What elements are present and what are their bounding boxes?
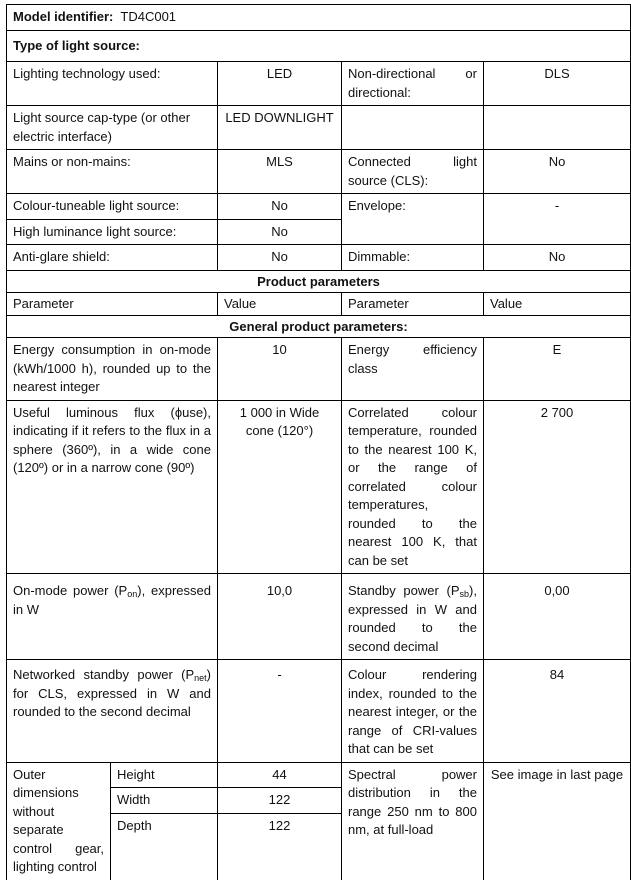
light-source-value: LED DOWNLIGHT bbox=[218, 106, 342, 150]
parameter-row bbox=[7, 338, 631, 401]
dimension-height-label: Height bbox=[111, 763, 217, 789]
dimensions-row bbox=[7, 762, 631, 880]
model-identifier-cell bbox=[7, 5, 631, 31]
label-subscript: on bbox=[127, 589, 138, 599]
light-source-value: No bbox=[218, 245, 342, 271]
parameter-value: 1 000 in Wide cone (120°) bbox=[218, 400, 342, 574]
model-identifier-label: Model identifier: bbox=[13, 9, 114, 24]
general-heading-row bbox=[7, 315, 631, 338]
light-source-row bbox=[7, 62, 631, 106]
light-source-label: Mains or non-mains: bbox=[7, 150, 218, 194]
light-source-value: No bbox=[218, 194, 342, 220]
light-source-label: Lighting technology used: bbox=[7, 62, 218, 106]
dimension-height-value: 44 bbox=[218, 763, 341, 789]
label-text: ) for CLS, expressed in W and rounded to the second decimal bbox=[13, 667, 211, 719]
column-header-row bbox=[7, 293, 631, 316]
general-product-parameters-heading: General product parameters: bbox=[7, 315, 631, 338]
model-row bbox=[7, 5, 631, 31]
label-text: On-mode power (P bbox=[13, 583, 128, 598]
light-source-row bbox=[7, 106, 631, 150]
light-source-label: Dimmable: bbox=[342, 245, 484, 271]
dimension-width-value: 122 bbox=[218, 788, 341, 814]
light-source-value: No bbox=[484, 150, 631, 194]
parameter-row bbox=[7, 400, 631, 574]
light-source-value: No bbox=[484, 245, 631, 271]
light-source-label bbox=[342, 106, 484, 150]
type-heading-row bbox=[7, 30, 631, 62]
label-subscript: net bbox=[194, 673, 207, 683]
parameter-label: Correlated colour temperature, rounded to the nearest 100 K, or the range of correlated colour temperatures, rounded to the nearest 100 K, that can be set bbox=[342, 400, 484, 574]
label-text: Networked standby power (P bbox=[13, 667, 195, 682]
light-source-label: Light source cap-type (or other electric interface) bbox=[7, 106, 218, 150]
light-source-value bbox=[484, 106, 631, 150]
parameter-label: Colour rendering index, rounded to the nearest integer, or the range of CRI-values that can be set bbox=[342, 660, 484, 763]
type-of-light-source-heading: Type of light source: bbox=[7, 30, 631, 62]
parameter-value: 2 700 bbox=[484, 400, 631, 574]
parameter-label bbox=[7, 574, 218, 660]
parameter-label bbox=[7, 660, 218, 763]
column-header-value: Value bbox=[218, 293, 342, 316]
parameter-value: 0,00 bbox=[484, 574, 631, 660]
parameter-value: - bbox=[218, 660, 342, 763]
label-text: Standby power (P bbox=[348, 583, 460, 598]
dimension-depth-value: 122 bbox=[268, 817, 291, 833]
light-source-row bbox=[7, 245, 631, 271]
light-source-row bbox=[7, 194, 631, 220]
spectral-power-label: Spectral power distribution in the range 250 nm to 800 nm, at full-load bbox=[342, 762, 484, 880]
light-source-label: High luminance light source: bbox=[7, 219, 218, 245]
light-source-label: Anti-glare shield: bbox=[7, 245, 218, 271]
product-parameters-heading: Product parameters bbox=[7, 270, 631, 293]
outer-dimensions-label: Outer dimensions without separate control gear, lighting control bbox=[7, 762, 111, 880]
parameter-label bbox=[342, 574, 484, 660]
light-source-value: - bbox=[484, 194, 631, 245]
parameter-value: 84 bbox=[484, 660, 631, 763]
light-source-value: DLS bbox=[484, 62, 631, 106]
parameter-value: 10,0 bbox=[218, 574, 342, 660]
parameter-value: 10 bbox=[218, 338, 342, 401]
parameter-label: Energy efficiency class bbox=[342, 338, 484, 401]
light-source-label: Non-directional or directional: bbox=[342, 62, 484, 106]
dimension-values bbox=[218, 762, 342, 880]
dimension-width-label: Width bbox=[111, 788, 217, 814]
dimension-depth-label: Depth bbox=[117, 817, 152, 833]
label-text: ), expressed in W and rounded to the second decimal bbox=[348, 583, 477, 654]
light-source-row bbox=[7, 150, 631, 194]
label-text: ), expressed in W bbox=[13, 583, 211, 617]
light-source-value: LED bbox=[218, 62, 342, 106]
parameter-label: Useful luminous flux (ϕuse), indicating if it refers to the flux in a sphere (360º), in a wide cone (120º) or in a narrow cone (90º) bbox=[7, 400, 218, 574]
parameter-label: Energy consumption in on-mode (kWh/1000 h), rounded up to the nearest integer bbox=[7, 338, 218, 401]
parameter-row bbox=[7, 660, 631, 763]
column-header-parameter: Parameter bbox=[342, 293, 484, 316]
model-identifier-value: TD4C001 bbox=[120, 9, 177, 24]
parameter-row bbox=[7, 574, 631, 660]
light-source-value: No bbox=[218, 219, 342, 245]
light-source-value: MLS bbox=[218, 150, 342, 194]
label-subscript: sb bbox=[459, 589, 470, 599]
light-source-label: Envelope: bbox=[342, 194, 484, 245]
dimension-names bbox=[111, 762, 218, 880]
product-parameters-heading-row bbox=[7, 270, 631, 293]
column-header-value: Value bbox=[484, 293, 631, 316]
parameter-value: E bbox=[484, 338, 631, 401]
column-header-parameter: Parameter bbox=[7, 293, 218, 316]
light-source-label: Connected light source (CLS): bbox=[342, 150, 484, 194]
product-information-table bbox=[6, 4, 631, 880]
light-source-label: Colour-tuneable light source: bbox=[7, 194, 218, 220]
spectral-power-value: See image in last page bbox=[484, 762, 631, 880]
